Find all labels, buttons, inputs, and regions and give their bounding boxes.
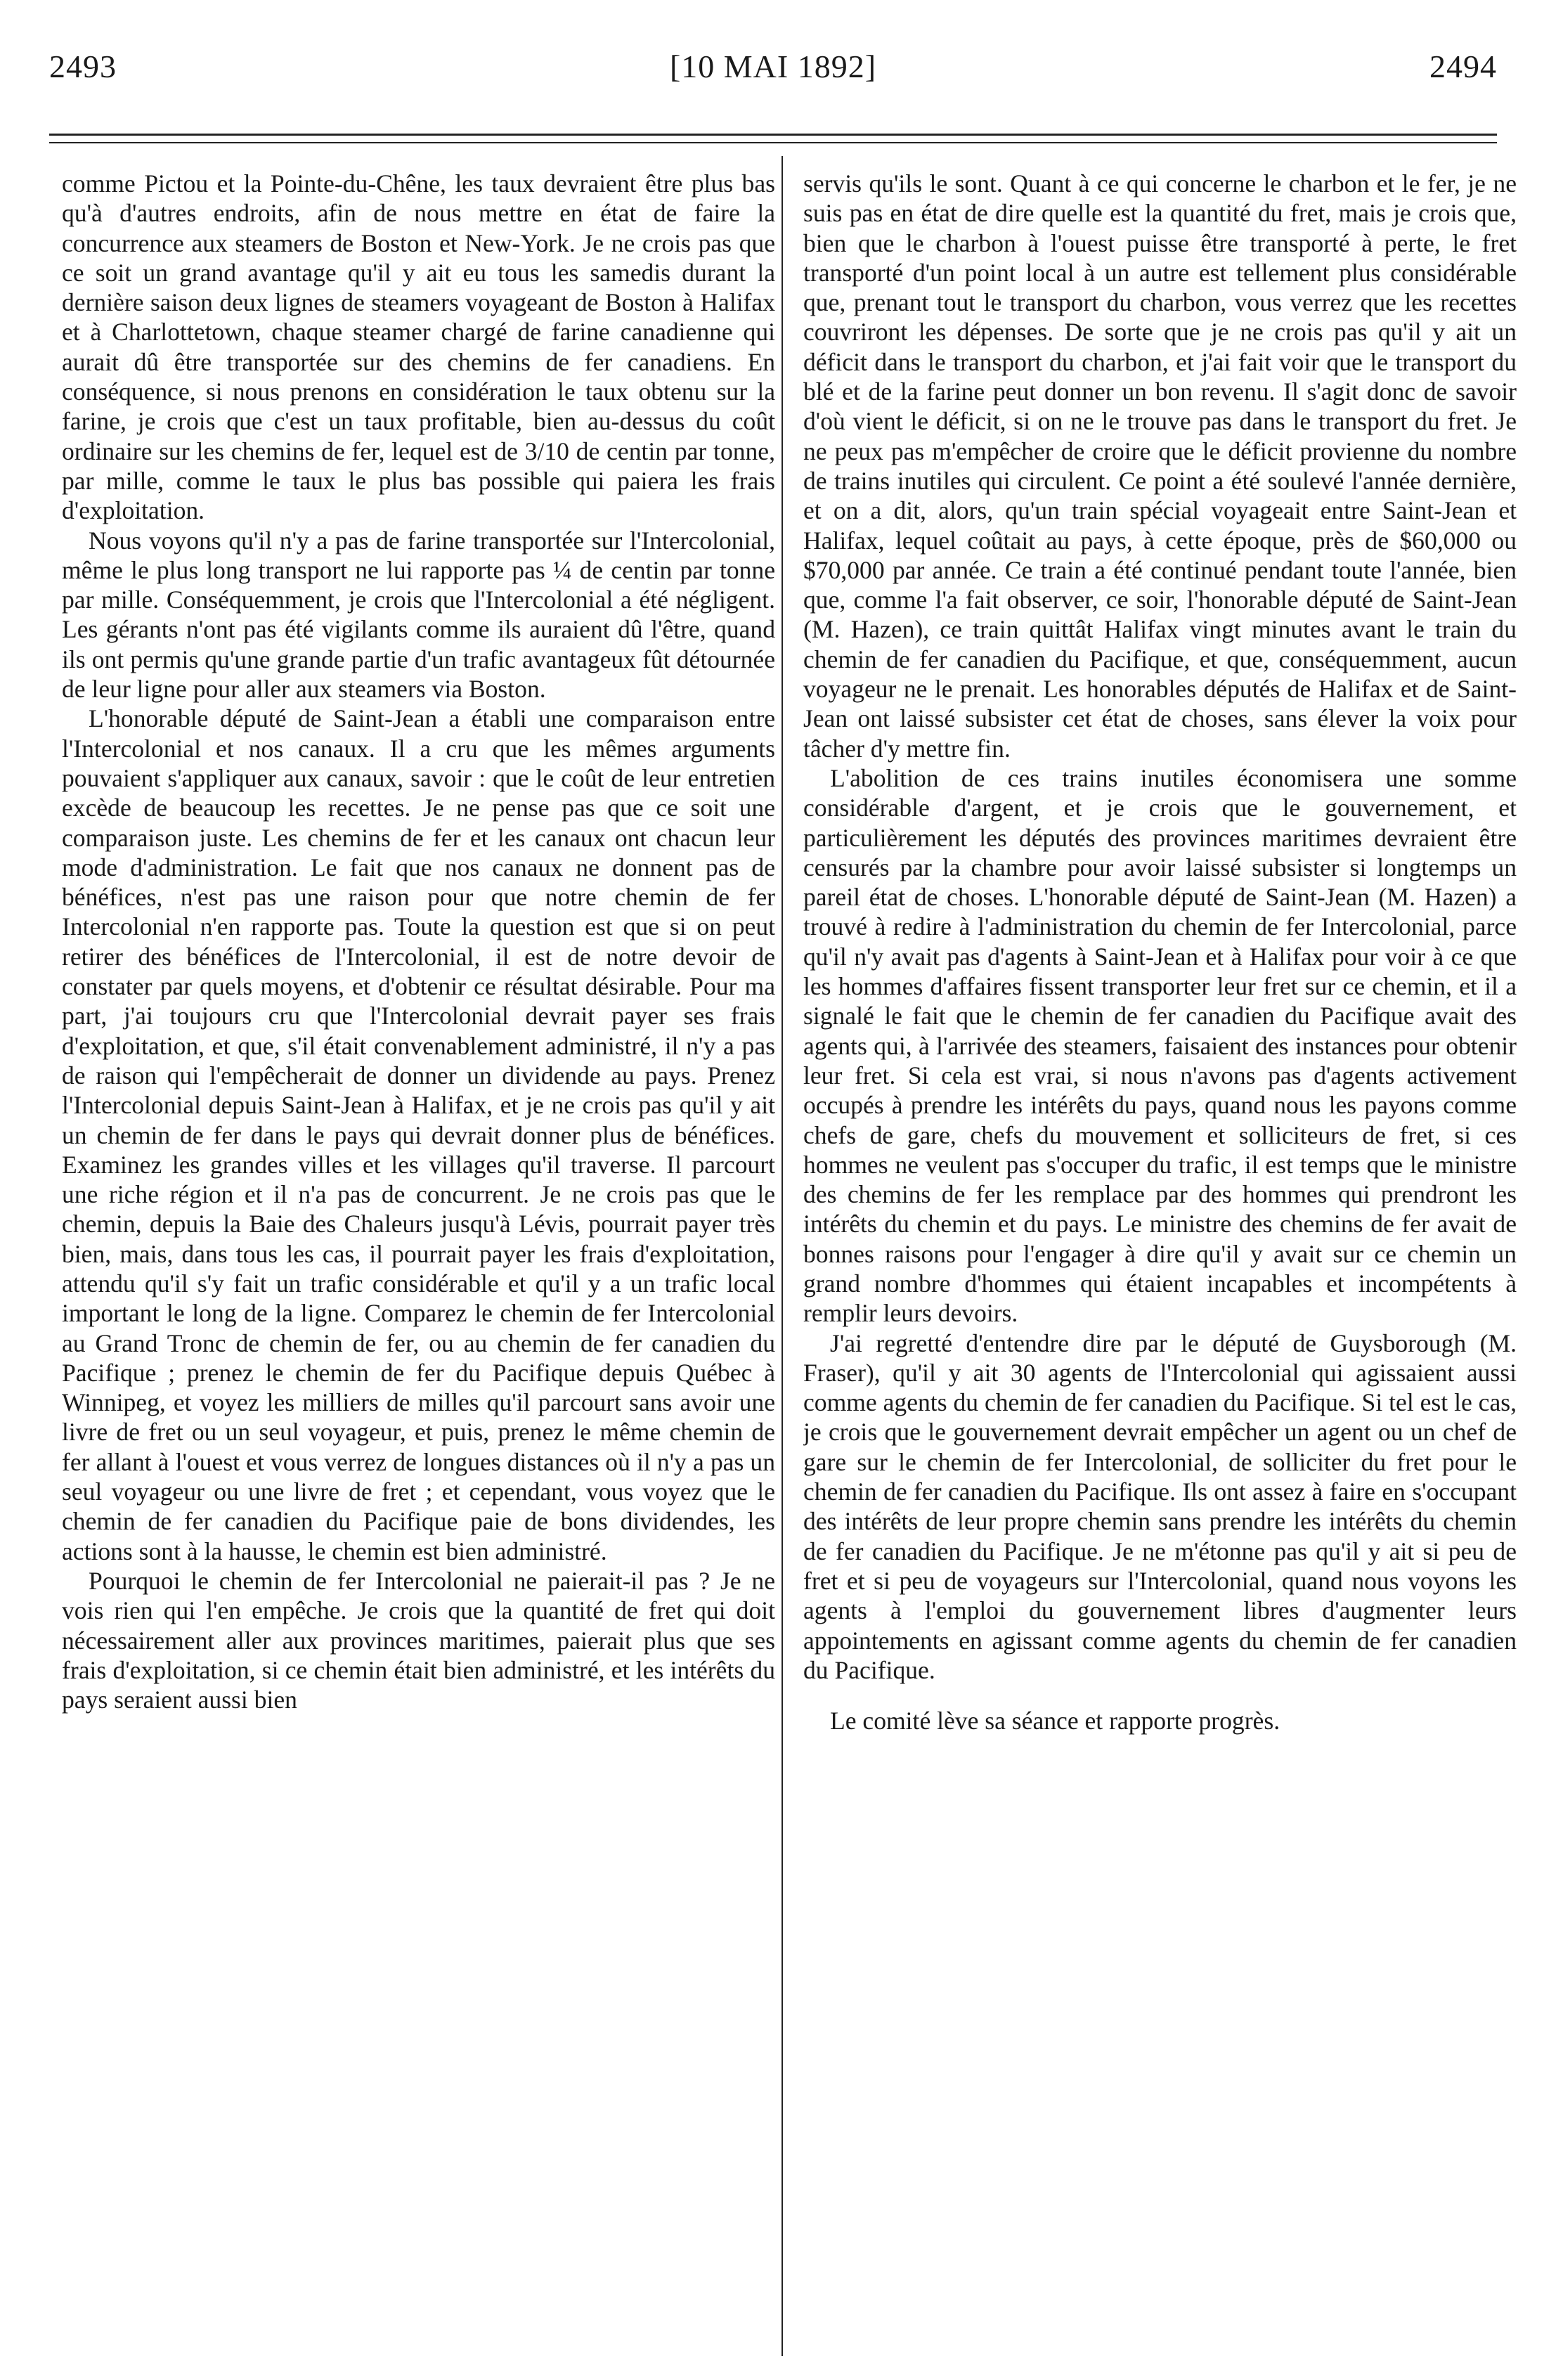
- page-header: [49, 48, 1497, 97]
- page-date: [10 MAI 1892]: [669, 48, 877, 84]
- left-column: [62, 169, 775, 2355]
- paragraph: servis qu'ils le sont. Quant à ce qui concerne le charbon et le fer, je ne suis pas en état de dire quelle est la quantité du fret, mais je crois que, bien que le charbon à l'ouest puisse être transporté à perte, le fret transporté d'un point local à un autre est tellement plus considérable que, prenant tout le transport du charbon, vous verrez que les recettes couvriront les dépenses. De sorte que je ne crois pas qu'il y ait un déficit dans le transport du charbon, et j'ai fait voir que le transport du blé et de la farine peut donner un bon revenu. Il s'agit donc de savoir d'où vient le déficit, si on ne le trouve pas dans le transport du fret. Je ne peux pas m'empêcher de croire que le déficit provienne du nombre de trains inutiles qui circulent. Ce point a été soulevé l'année dernière, et on a dit, alors, qu'un train spécial voyageait entre Saint-Jean et Halifax, lequel coûtait au pays, à cette époque, près de $60,000 ou $70,000 par année. Ce train a été continué pendant toute l'année, bien que, comme l'a fait observer, ce soir, l'honorable député de Saint-Jean (M. Hazen), ce train quittât Halifax vingt minutes avant le train du chemin de fer canadien du Pacifique, et que, conséquemment, aucun voyageur ne le prenait. Les honorables députés de Halifax et de Saint-Jean ont laissé subsister cet état de choses, sans élever la voix pour tâcher d'y mettre fin.: [803, 169, 1517, 763]
- closing-statement: Le comité lève sa séance et rapporte progrès.: [830, 1707, 1280, 1735]
- page-number-right: 2494: [1429, 48, 1497, 84]
- paragraph: Nous voyons qu'il n'y a pas de farine transportée sur l'Intercolonial, même le plus long transport ne lui rapporte pas ¼ de centin par tonne par mille. Conséquemment, je crois que l'Intercolonial a été négligent. Les gérants n'ont pas été vigilants comme ils auraient dû l'être, quand ils ont permis qu'une grande partie d'un trafic avantageux fût détournée de leur ligne pour aller aux steamers via Boston.: [62, 526, 775, 704]
- right-column: [803, 169, 1517, 2355]
- column-divider: [782, 156, 783, 2356]
- page-number-left: 2493: [49, 48, 117, 84]
- paragraph: L'abolition de ces trains inutiles économisera une somme considérable d'argent, et je crois que le gouvernement, et particulièrement les députés des provinces maritimes devraient être censurés par la chambre pour avoir laissé subsister si longtemps un pareil état de choses. L'honorable député de Saint-Jean (M. Hazen) a trouvé à redire à l'administration du chemin de fer Intercolonial, parce qu'il n'y avait pas d'agents à Saint-Jean et à Halifax pour voir à ce que les hommes d'affaires fissent transporter leur fret sur ce chemin, et il a signalé le fait que le chemin de fer canadien du Pacifique avait des agents qui, à l'arrivée des steamers, faisaient des instances pour obtenir leur fret. Si cela est vrai, si nous n'avons pas d'agents activement occupés à prendre les intérêts du pays, quand nous les payons comme chefs de gare, chefs du mouvement et solliciteurs de fret, si ces hommes ne veulent pas s'occuper du trafic, il est temps que le ministre des chemins de fer les remplace par des hommes qui prendront les intérêts du chemin et du pays. Le ministre des chemins de fer avait de bonnes raisons pour l'engager à dire qu'il y avait sur ce chemin un grand nombre d'hommes qui étaient incapables et incompétents à remplir leurs devoirs.: [803, 763, 1517, 1328]
- header-rule-thin: [49, 142, 1497, 143]
- paragraph: J'ai regretté d'entendre dire par le député de Guysborough (M. Fraser), qu'il y ait 30 agents de l'Intercolonial qui agissaient aussi comme agents du chemin de fer canadien du Pacifique. Si tel est le cas, je crois que le gouvernement devrait empêcher un agent ou un chef de gare sur le chemin de fer Intercolonial, de solliciter du fret pour le chemin de fer canadien du Pacifique. Ils ont assez à faire en s'occupant des intérêts de leur propre chemin sans prendre les intérêts du chemin de fer canadien du Pacifique. Je ne m'étonne pas qu'il y ait si peu de fret et si peu de voyageurs sur l'Intercolonial, quand nous voyons les agents à l'emploi du gouvernement libres d'augmenter leurs appointements en agissant comme agents du chemin de fer canadien du Pacifique.: [803, 1328, 1517, 1684]
- paragraph: L'honorable député de Saint-Jean a établi une comparaison entre l'Intercolonial et nos canaux. Il a cru que les mêmes arguments pouvaient s'appliquer aux canaux, savoir : que le coût de leur entretien excède de beaucoup les recettes. Je ne pense pas que ce soit une comparaison juste. Les chemins de fer et les canaux ont chacun leur mode d'administration. Le fait que nos canaux ne donnent pas de bénéfices, n'est pas une raison pour que notre chemin de fer Intercolonial n'en rapporte pas. Toute la question est que si on peut retirer des bénéfices de l'Intercolonial, il est de notre devoir de constater par quels moyens, et d'obtenir ce résultat désirable. Pour ma part, j'ai toujours cru que l'Intercolonial devrait payer ses frais d'exploitation, et que, s'il était convenablement administré, il n'y a pas de raison qui l'empêcherait de donner un dividende au pays. Prenez l'Intercolonial depuis Saint-Jean à Halifax, et je ne crois pas qu'il y ait un chemin de fer dans le pays qui devrait donner plus de bénéfices. Examinez les grandes villes et les villages qu'il traverse. Il parcourt une riche région et il n'a pas de concurrent. Je ne crois pas que le chemin, depuis la Baie des Chaleurs jusqu'à Lévis, pourrait payer très bien, mais, dans tous les cas, il pourrait payer les frais d'exploitation, attendu qu'il s'y fait un trafic considérable et qu'il y a un trafic local important le long de la ligne. Comparez le chemin de fer Intercolonial au Grand Tronc de chemin de fer, ou au chemin de fer canadien du Pacifique ; prenez le chemin de fer du Pacifique depuis Québec à Winnipeg, et voyez les milliers de milles qu'il parcourt sans avoir une livre de fret ou un seul voyageur, et puis, prenez le même chemin de fer allant à l'ouest et vous verrez de longues distances où il n'y a pas un seul voyageur ou une livre de fret ; et cependant, vous voyez que le chemin de fer canadien du Pacifique paie de bons dividendes, les actions sont à la hausse, le chemin est bien administré.: [62, 704, 775, 1565]
- header-rule: [49, 134, 1497, 136]
- paragraph: comme Pictou et la Pointe-du-Chêne, les taux devraient être plus bas qu'à d'autres endroits, afin de nous mettre en état de faire la concurrence aux steamers de Boston et New-York. Je ne crois pas que ce soit un grand avantage qu'il y ait eu tous les samedis durant la dernière saison deux lignes de steamers voyageant de Boston à Halifax et à Charlottetown, chaque steamer chargé de farine canadienne qui aurait dû être transportée sur des chemins de fer canadiens. En conséquence, si nous prenons en considération le taux obtenu sur la farine, je crois que c'est un taux profitable, bien au-dessus du coût ordinaire sur les chemins de fer, lequel est de 3/10 de centin par tonne, par mille, comme le taux le plus bas possible qui paiera les frais d'exploitation.: [62, 169, 775, 525]
- paragraph: Pourquoi le chemin de fer Intercolonial ne paierait-il pas ? Je ne vois rien qui l'en empêche. Je crois que la quantité de fret qui doit nécessairement aller aux provinces maritimes, paierait plus que ses frais d'exploitation, si ce chemin était bien administré, et les intérêts du pays seraient aussi bien: [62, 1566, 775, 1714]
